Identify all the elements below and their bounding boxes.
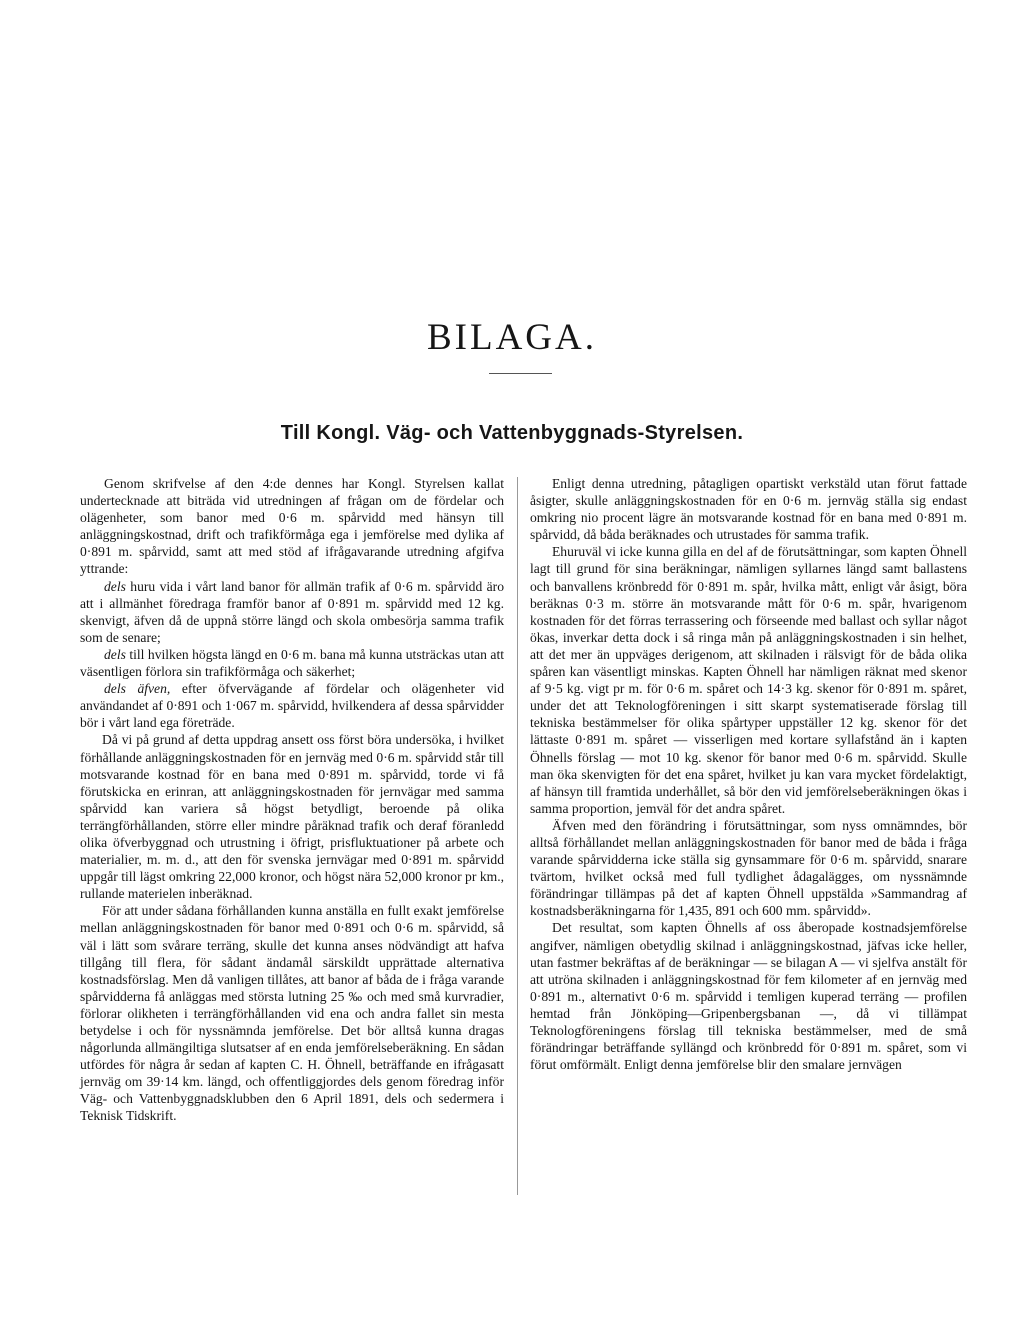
address-heading: Till Kongl. Väg- och Vattenbyggnads-Styrelsen. [280,422,744,444]
left-column [80,475,504,1125]
item-lead: dels äfven, [104,681,171,697]
item-lead: dels [104,646,126,662]
item-lead: dels [104,578,126,594]
title-rule [489,373,552,374]
paragraph: Enligt denna utredning, påtagligen opartiskt verkstäld utan förut fattade åsigter, skulle anläggningskostnaden för en 0·6 m. jernväg ställa sig endast omkring nio procent lägre än motsvarande kostnad för en bana med 0·891 m. spårvidd, då båda beräknades och utrustades för samma trafik. [530,476,967,543]
list-item [80,680,504,731]
paragraph: För att under sådana förhållanden kunna anställa en fullt exakt jemförelse mellan anläggningskostnaden för banor med 0·891 och 0·6 m. spårvidd, så väl i lätt som svårare terräng, skulle det kunna anses nödvändigt att hafva tillgång till flera, för sådant ändamål särskildt upprättade alternativa kostnadsförslag. Men då vanligen tillåtes, att banor af båda de i fråga varande spårvidderna få anläggas med största lutning 25 ‰ och med små kurvradier, förlorar olikheten i terrängförhållanden vid ena och andra fallet sin mesta betydelse i och för nyssnämnda jemförelse. Det bör alltså kunna dragas någorlunda allmängiltiga slutsatser af en enda jemförelseberäkning. En sådan utfördes för några år sedan af kapten C. H. Öhnell, beträffande en ifrågasatt jernväg om 39·14 km. längd, och offentliggjordes dels genom föredrag inför Väg- och Vattenbyggnadsklubben den 6 April 1891, dels och sedermera i Teknisk Tidskrift. [80,903,504,1124]
item-text: till hvilken högsta längd en 0·6 m. bana må kunna utsträckas utan att väsentligen förlora sin trafikförmåga och säkerhet; [80,646,504,680]
paragraph: Ehuruväl vi icke kunna gilla en del af de förutsättningar, som kapten Öhnell lagt till grund för sina beräkningar, nämligen syllarnes längd samt ballastens och banvallens krönbredd för 0·891 m. spår, hvilka mått, enligt vår åsigt, böra beräknas 0·3 m. större än motsvarande mått för 0·6 m. spår, hvarigenom kostnaden för det förras terrassering och förseende med ballast och syllar något ökas, inverkar detta dock i så ringa mån på anläggningskostnaden i sin helhet, att det mer än uppväges derigenom, att skilnaden i rälsvigt för de båda olika spåren kan väsentligt minskas. Kapten Öhnell har nämligen räknat med skenor af 9·5 kg. vigt pr m. för 0·6 m. spåret och 14·3 kg. skenor för 0·891 m. spåret, under det att Teknologföreningen i sitt skarpt systematiserade förslag till tekniska bestämmelser för olika spårtyper uppställer 12 kg. skenor för det lättaste 0·891 m. spåret — visserligen med kortare syllafstånd än i kapten Öhnells förslag — mot 10 kg. skenor för banor med 0·6 m. spårvidd. Skulle man öka skenvigten för det ena spåret, hvilket ju kan vara mycket fördelaktigt, af hänsyn till framtida underhållet, så bör den vid jemförelseberäkningen ökas i samma proportion, jemväl för det andra spåret. [530,544,967,816]
column-divider [517,477,518,1195]
list-item [80,578,504,646]
paragraph: Det resultat, som kapten Öhnells af oss åberopade kostnadsjemförelse angifver, nämligen obetydlig skilnad i anläggningskostnad, jäfvas icke heller, utan fastmer bekräftas af de beräkningar — se bilagan A — vi sjelfva anstält för att utröna skilnaden i anläggningskostnad för fem kilometer af en jernväg med 0·891 m., alternativt 0·6 m. spårvidd i temligen kuperad terräng — profilen hemtad från Jönköping—Gripenbergsbanan —, då vi tillämpat Teknologföreningens förslag till tekniska bestämmelser, med de små förändringar beträffande syllängd och krönbredd för 0·891 m. spåret, som vi förut omförmält. Enligt denna jemförelse blir den smalare jernvägen [530,920,967,1073]
list-item [80,646,504,680]
paragraph: Genom skrifvelse af den 4:de dennes har Kongl. Styrelsen kallat undertecknade att biträda vid utredningen af frågan om de fördelar och olägenheter, som banor med 0·6 m. spårvidd med hänsyn till anläggningskostnad, drift och trafikförmåga ega i jemförelse med dylika af 0·891 m. spårvidd, samt att med stöd af ifrågavarande utredning afgifva yttrande: [80,476,504,577]
paragraph: Äfven med den förändring i förutsättningar, som nyss omnämndes, bör alltså förhållandet mellan anläggningskostnaden för banor med de båda i fråga varande spårvidderna icke ställa sig gynsammare för 0·6 m. spårvidd, snarare tvärtom, hvilket också med full tydlighet ådagalägges, om nyssnämnde förändringar tillämpas på det af kapten Öhnell uppstälda »Sammandrag af kostnadsberäkningarna för 1,435, 891 och 600 mm. spårvidd». [530,817,967,919]
right-column [530,475,967,1073]
item-text: huru vida i vårt land banor för allmän trafik af 0·6 m. spårvidd äro att i allmänhet föredraga framför banor af 0·891 m. spårvidd med 12 kg. skenvigt, äfven då de uppnå större längd och skola ombesörja samma trafik som de senare; [80,578,504,645]
item-text: efter öfvervägande af fördelar och olägenheter vid användandet af 0·891 och 1·067 m. spårvidd, hvilkendera af dessa spårvidder bör i vårt land ega företräde. [80,681,504,731]
paragraph: Då vi på grund af detta uppdrag ansett oss först böra undersöka, i hvilket förhållande anläggningskostnaden för en jernväg med 0·6 m. spårvidd står till motsvarande kostnad för en bana med 0·891 m. spårvidd, torde vi få förutskicka en erinran, att anläggningskostnaden för jernvägar med samma spårvidd kan variera så högst betydligt, beroende på olika terrängförhållanden, större eller mindre påräknad trafik och deraf föranledd olika öfverbyggnad och utrustning i öfrigt, prisfluktuationer på arbete och materialier, m. m. d., att den för svenska jernvägar med 0·891 m. spårvidd uppgår till lägst omkring 22,000 kronor, och högst nära 52,000 kronor pr km., rullande materielen inberäknad. [80,732,504,902]
page-title: BILAGA. [426,317,597,358]
